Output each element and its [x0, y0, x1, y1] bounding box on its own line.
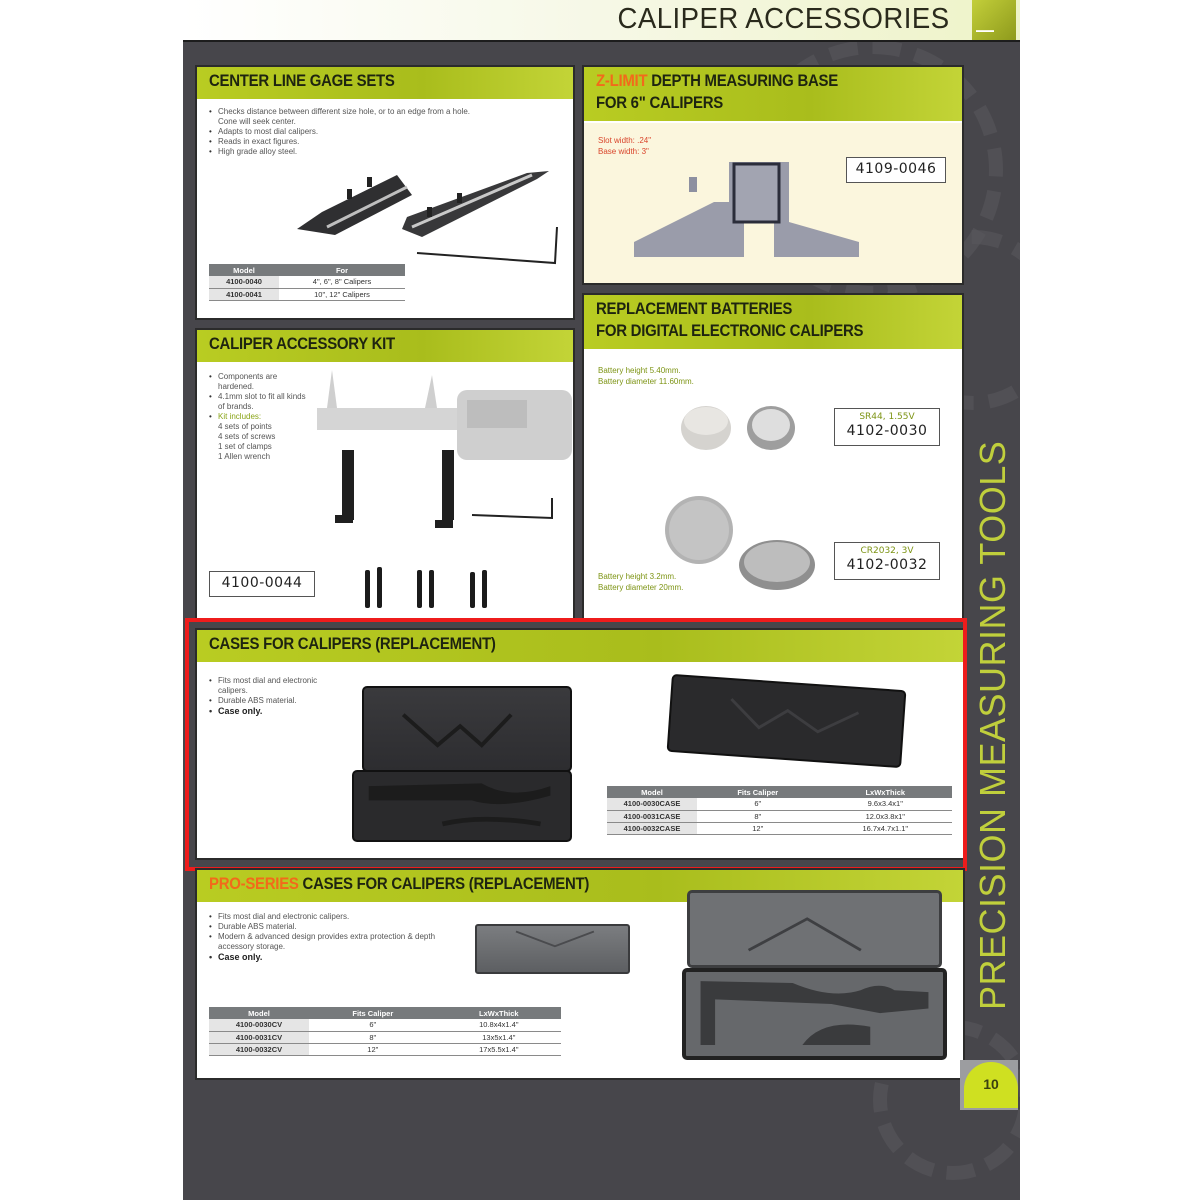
- kit-item: 4 sets of points: [218, 422, 272, 431]
- feature-item: • Adapts to most dial calipers.: [209, 127, 569, 137]
- product-code: 4100-0044: [221, 575, 303, 591]
- panel-title: REPLACEMENT BATTERIES: [596, 299, 793, 318]
- model-cell: 4100-0041: [209, 288, 279, 300]
- column-header: LxWxThick: [437, 1007, 561, 1019]
- spec-text: Slot width: .24": [598, 136, 652, 145]
- column-header: Model: [209, 264, 279, 276]
- kit-includes-label: • Kit includes:: [209, 412, 314, 422]
- spec-text: Base width: 3": [598, 147, 649, 156]
- table-row: [209, 1043, 561, 1055]
- open-pro-case-base-image: [682, 968, 947, 1060]
- panel-header: [197, 630, 963, 664]
- open-case-base-image: [352, 770, 572, 842]
- caliper-points-image: [357, 565, 502, 610]
- feature-item: • Components are hardened.: [209, 372, 314, 392]
- feature-list: [209, 107, 569, 157]
- panel-title: CALIPER ACCESSORY KIT: [209, 334, 395, 353]
- dimensions-cell: 13x5x1.4": [437, 1031, 561, 1043]
- fits-cell: 8": [309, 1031, 437, 1043]
- spec-text: Battery diameter 20mm.: [598, 583, 684, 592]
- panel-cases-for-calipers: [195, 628, 965, 860]
- pro-cases-spec-table: [209, 1007, 561, 1056]
- product-code: 4109-0046: [855, 161, 937, 177]
- dimensions-cell: 9.6x3.4x1": [819, 798, 952, 810]
- title-accent: Z-LIMIT: [596, 71, 648, 90]
- cases-spec-table: [607, 786, 952, 835]
- column-header: For: [279, 264, 405, 276]
- panel-depth-measuring-base: [582, 65, 964, 285]
- panel-replacement-batteries: [582, 293, 964, 620]
- open-case-lid-image: [362, 686, 572, 772]
- spec-text: Battery diameter 11.60mm.: [598, 377, 694, 386]
- dimensions-cell: 12.0x3.8x1": [819, 810, 952, 822]
- fits-cell: 12": [697, 822, 819, 834]
- feature-item: • Reads in exact figures.: [209, 137, 569, 147]
- open-pro-case-lid-image: [687, 890, 942, 968]
- panel-center-line-gage-sets: [195, 65, 575, 320]
- feature-item: • Durable ABS material.: [209, 696, 339, 706]
- dimensions-cell: 16.7x4.7x1.1": [819, 822, 952, 834]
- battery1-specs: [598, 365, 694, 387]
- battery2-code-box: [834, 542, 940, 580]
- table-row: [209, 288, 405, 300]
- panel-title: CASES FOR CALIPERS (REPLACEMENT): [209, 634, 496, 653]
- fits-cell: 12": [309, 1043, 437, 1055]
- center-line-gage-image: [287, 167, 575, 277]
- product-code: 4102-0030: [846, 423, 928, 439]
- table-row: [209, 1031, 561, 1043]
- panel-header: [584, 67, 962, 123]
- center-line-spec-table: [209, 264, 405, 301]
- caliper-accessory-image: [317, 370, 572, 540]
- battery-type: CR2032, 3V: [860, 546, 914, 556]
- kit-item: 4 sets of screws: [218, 432, 276, 441]
- panel-title: CENTER LINE GAGE SETS: [209, 71, 395, 90]
- table-row: [209, 1019, 561, 1031]
- feature-item: • Fits most dial and electronic calipers.: [209, 676, 339, 696]
- column-header: Model: [607, 786, 697, 798]
- feature-item: • Checks distance between different size hole, or to an edge from a hole.: [209, 107, 569, 117]
- model-cell: 4100-0030CASE: [607, 798, 697, 810]
- closed-case-image: [667, 674, 907, 768]
- kit-item: 1 Allen wrench: [218, 452, 271, 461]
- product-code-box: [209, 571, 315, 597]
- panel-header: [197, 67, 573, 101]
- model-cell: 4100-0032CASE: [607, 822, 697, 834]
- title-text: CASES FOR CALIPERS (REPLACEMENT): [302, 874, 590, 893]
- feature-item: • Modern & advanced design provides extra protection & depth accessory storage.: [209, 932, 459, 952]
- fits-cell: 8": [697, 810, 819, 822]
- table-row: [607, 810, 952, 822]
- case-only-note: • Case only.: [209, 952, 459, 962]
- model-cell: 4100-0040: [209, 276, 279, 288]
- panel-title: [596, 70, 908, 92]
- column-header: Fits Caliper: [697, 786, 819, 798]
- panel-caliper-accessory-kit: [195, 328, 575, 620]
- fits-cell: 6": [309, 1019, 437, 1031]
- model-cell: 4100-0031CASE: [607, 810, 697, 822]
- table-row: [607, 822, 952, 834]
- fits-cell: 6": [697, 798, 819, 810]
- kit-item: 1 set of clamps: [218, 442, 272, 451]
- closed-pro-case-image: [475, 924, 630, 974]
- feature-item: • 4.1mm slot to fit all kinds of brands.: [209, 392, 314, 412]
- column-header: Model: [209, 1007, 309, 1019]
- header-bar: [183, 0, 1020, 42]
- fit-cell: 4", 6", 8" Calipers: [279, 276, 405, 288]
- spec-text: Battery height 3.2mm.: [598, 572, 677, 581]
- product-code: 4102-0032: [846, 557, 928, 573]
- spec-text: Battery height 5.40mm.: [598, 366, 681, 375]
- feature-list: [209, 676, 339, 716]
- sr44-battery-image: [679, 403, 809, 453]
- feature-item: Cone will seek center.: [218, 117, 296, 126]
- panel-header: [197, 330, 573, 364]
- depth-base-image: [624, 162, 884, 262]
- column-header: Fits Caliper: [309, 1007, 437, 1019]
- model-cell: 4100-0032CV: [209, 1043, 309, 1055]
- feature-item: • High grade alloy steel.: [209, 147, 569, 157]
- panel-header: [584, 295, 962, 351]
- battery1-code-box: [834, 408, 940, 446]
- page-title: CALIPER ACCESSORIES: [617, 3, 950, 35]
- side-banner-text: PRECISION MEASURING TOOLS: [972, 440, 1013, 1010]
- panel-title-line2: FOR 6" CALIPERS: [596, 93, 723, 112]
- feature-list: [209, 912, 459, 962]
- model-cell: 4100-0031CV: [209, 1031, 309, 1043]
- dimensions-cell: 17x5.5x1.4": [437, 1043, 561, 1055]
- feature-list: [209, 372, 314, 462]
- brand-logo-text: ▬▬▬: [976, 28, 994, 34]
- column-header: LxWxThick: [819, 786, 952, 798]
- fit-cell: 10", 12" Calipers: [279, 288, 405, 300]
- case-only-note: • Case only.: [209, 706, 339, 716]
- spec-list: [598, 135, 651, 157]
- brand-logo-icon: [972, 0, 1016, 40]
- panel-title-line2: FOR DIGITAL ELECTRONIC CALIPERS: [596, 321, 864, 340]
- table-row: [607, 798, 952, 810]
- table-row: [209, 276, 405, 288]
- dimensions-cell: 10.8x4x1.4": [437, 1019, 561, 1031]
- battery-type: SR44, 1.55V: [859, 412, 915, 422]
- page-number: 10: [964, 1062, 1018, 1108]
- title-accent: PRO-SERIES: [209, 874, 299, 893]
- feature-item: • Durable ABS material.: [209, 922, 459, 932]
- panel-pro-series-cases: [195, 868, 965, 1080]
- title-line: DEPTH MEASURING BASE: [651, 71, 838, 90]
- feature-item: • Fits most dial and electronic calipers.: [209, 912, 459, 922]
- model-cell: 4100-0030CV: [209, 1019, 309, 1031]
- battery2-specs: [598, 571, 683, 593]
